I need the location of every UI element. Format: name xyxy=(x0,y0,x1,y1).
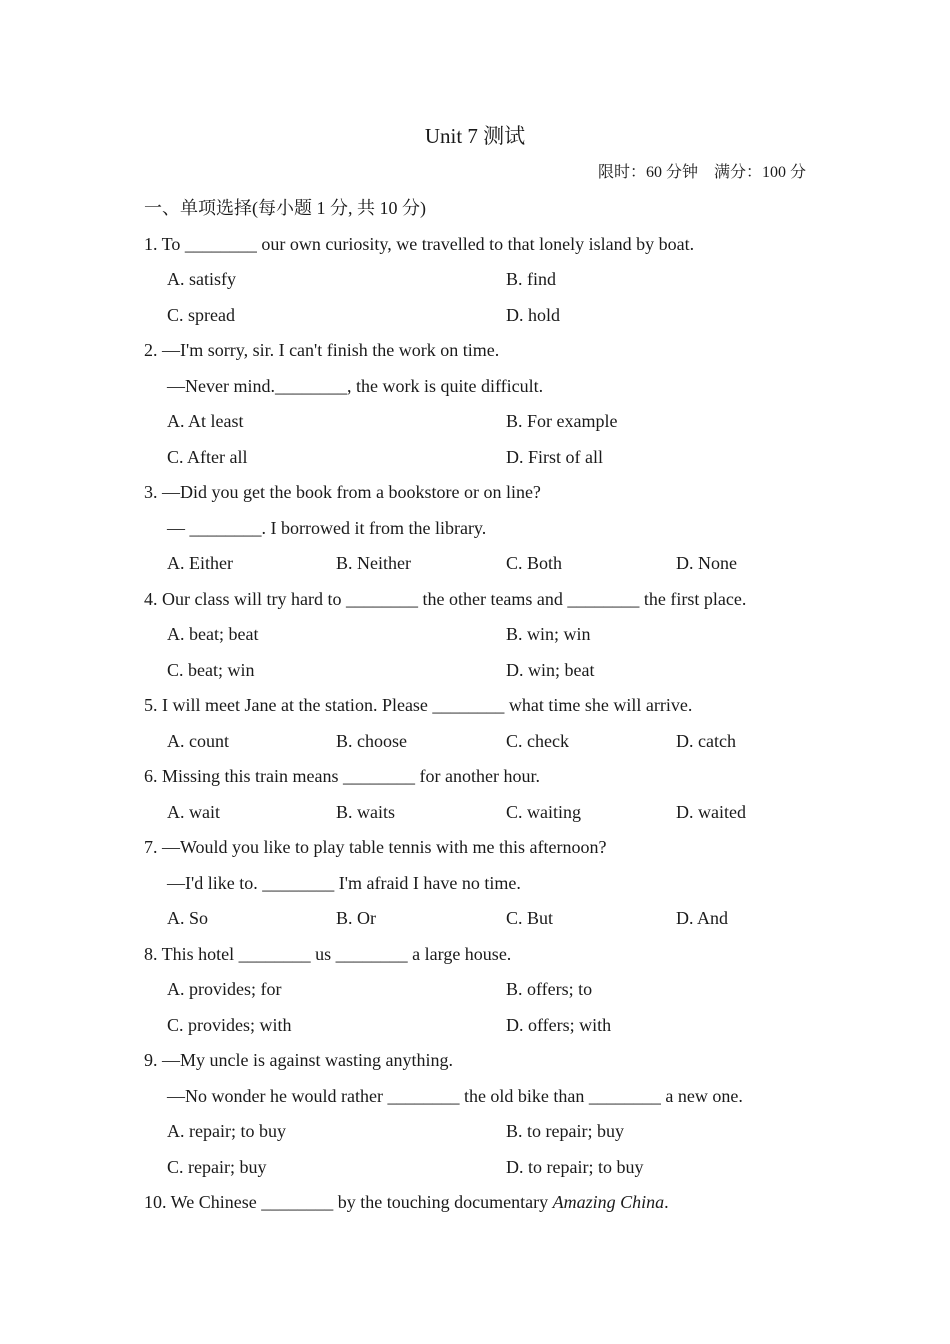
question-stem: 6. Missing this train means ________ for another hour. xyxy=(144,766,540,786)
option-c: C. spread xyxy=(167,305,235,325)
option-a: A. Either xyxy=(167,553,233,573)
option-d: D. And xyxy=(676,908,729,928)
question-reply: —No wonder he would rather ________ the old bike than ________ a new one. xyxy=(167,1086,743,1106)
question-stem: 9. —My uncle is against wasting anything. xyxy=(144,1050,453,1070)
option-b: B. find xyxy=(506,269,557,289)
option-c: C. beat; win xyxy=(167,660,255,680)
option-a: A. provides; for xyxy=(167,979,282,999)
option-b: B. choose xyxy=(336,731,407,751)
time-score-info: 限时：60 分钟 满分：100 分 xyxy=(597,164,806,181)
option-d: D. waited xyxy=(676,802,746,822)
option-d: D. to repair; to buy xyxy=(506,1157,644,1177)
option-b: B. offers; to xyxy=(506,979,593,999)
option-c: C. provides; with xyxy=(167,1015,292,1035)
stem-text: 10. We Chinese ________ by the touching documentary xyxy=(144,1192,553,1212)
option-d: D. hold xyxy=(506,305,560,325)
option-c: C. But xyxy=(506,908,554,928)
question-stem: 3. —Did you get the book from a bookstore or on line? xyxy=(144,482,541,502)
option-a: A. count xyxy=(167,731,229,751)
section-heading: 一、单项选择(每小题 1 分, 共 10 分) xyxy=(144,198,426,218)
option-d: D. offers; with xyxy=(506,1015,612,1035)
option-a: A. beat; beat xyxy=(167,624,259,644)
question-stem: 2. —I'm sorry, sir. I can't finish the work on time. xyxy=(144,340,500,360)
question-stem: 8. This hotel ________ us ________ a large house. xyxy=(144,944,512,964)
option-b: B. For example xyxy=(506,411,618,431)
question-reply: —I'd like to. ________ I'm afraid I have no time. xyxy=(167,873,521,893)
option-c: C. waiting xyxy=(506,802,581,822)
documentary-title: Amazing China xyxy=(552,1192,665,1212)
option-a: A. repair; to buy xyxy=(167,1121,286,1141)
option-b: B. Neither xyxy=(336,553,411,573)
question-stem: 1. To ________ our own curiosity, we travelled to that lonely island by boat. xyxy=(144,234,695,254)
question-stem: 7. —Would you like to play table tennis with me this afternoon? xyxy=(144,837,607,857)
option-b: B. to repair; buy xyxy=(506,1121,624,1141)
option-d: D. win; beat xyxy=(506,660,595,680)
option-a: A. So xyxy=(167,908,209,928)
option-b: B. Or xyxy=(336,908,376,928)
option-c: C. repair; buy xyxy=(167,1157,267,1177)
question-stem xyxy=(144,1190,669,1214)
question-reply: — ________. I borrowed it from the library. xyxy=(167,518,487,538)
option-a: A. satisfy xyxy=(167,269,236,289)
question-reply: —Never mind.________, the work is quite difficult. xyxy=(167,376,544,396)
question-stem: 5. I will meet Jane at the station. Please ________ what time she will arrive. xyxy=(144,695,693,715)
option-a: A. wait xyxy=(167,802,220,822)
stem-end: . xyxy=(664,1192,669,1212)
option-c: C. Both xyxy=(506,553,563,573)
option-d: D. First of all xyxy=(506,447,603,467)
question-stem: 4. Our class will try hard to ________ the other teams and ________ the first place. xyxy=(144,589,747,609)
option-c: C. After all xyxy=(167,447,248,467)
option-b: B. win; win xyxy=(506,624,591,644)
option-d: D. catch xyxy=(676,731,736,751)
option-c: C. check xyxy=(506,731,569,751)
option-b: B. waits xyxy=(336,802,396,822)
option-d: D. None xyxy=(676,553,737,573)
page-title: Unit 7 测试 xyxy=(424,124,526,148)
option-a: A. At least xyxy=(167,411,244,431)
